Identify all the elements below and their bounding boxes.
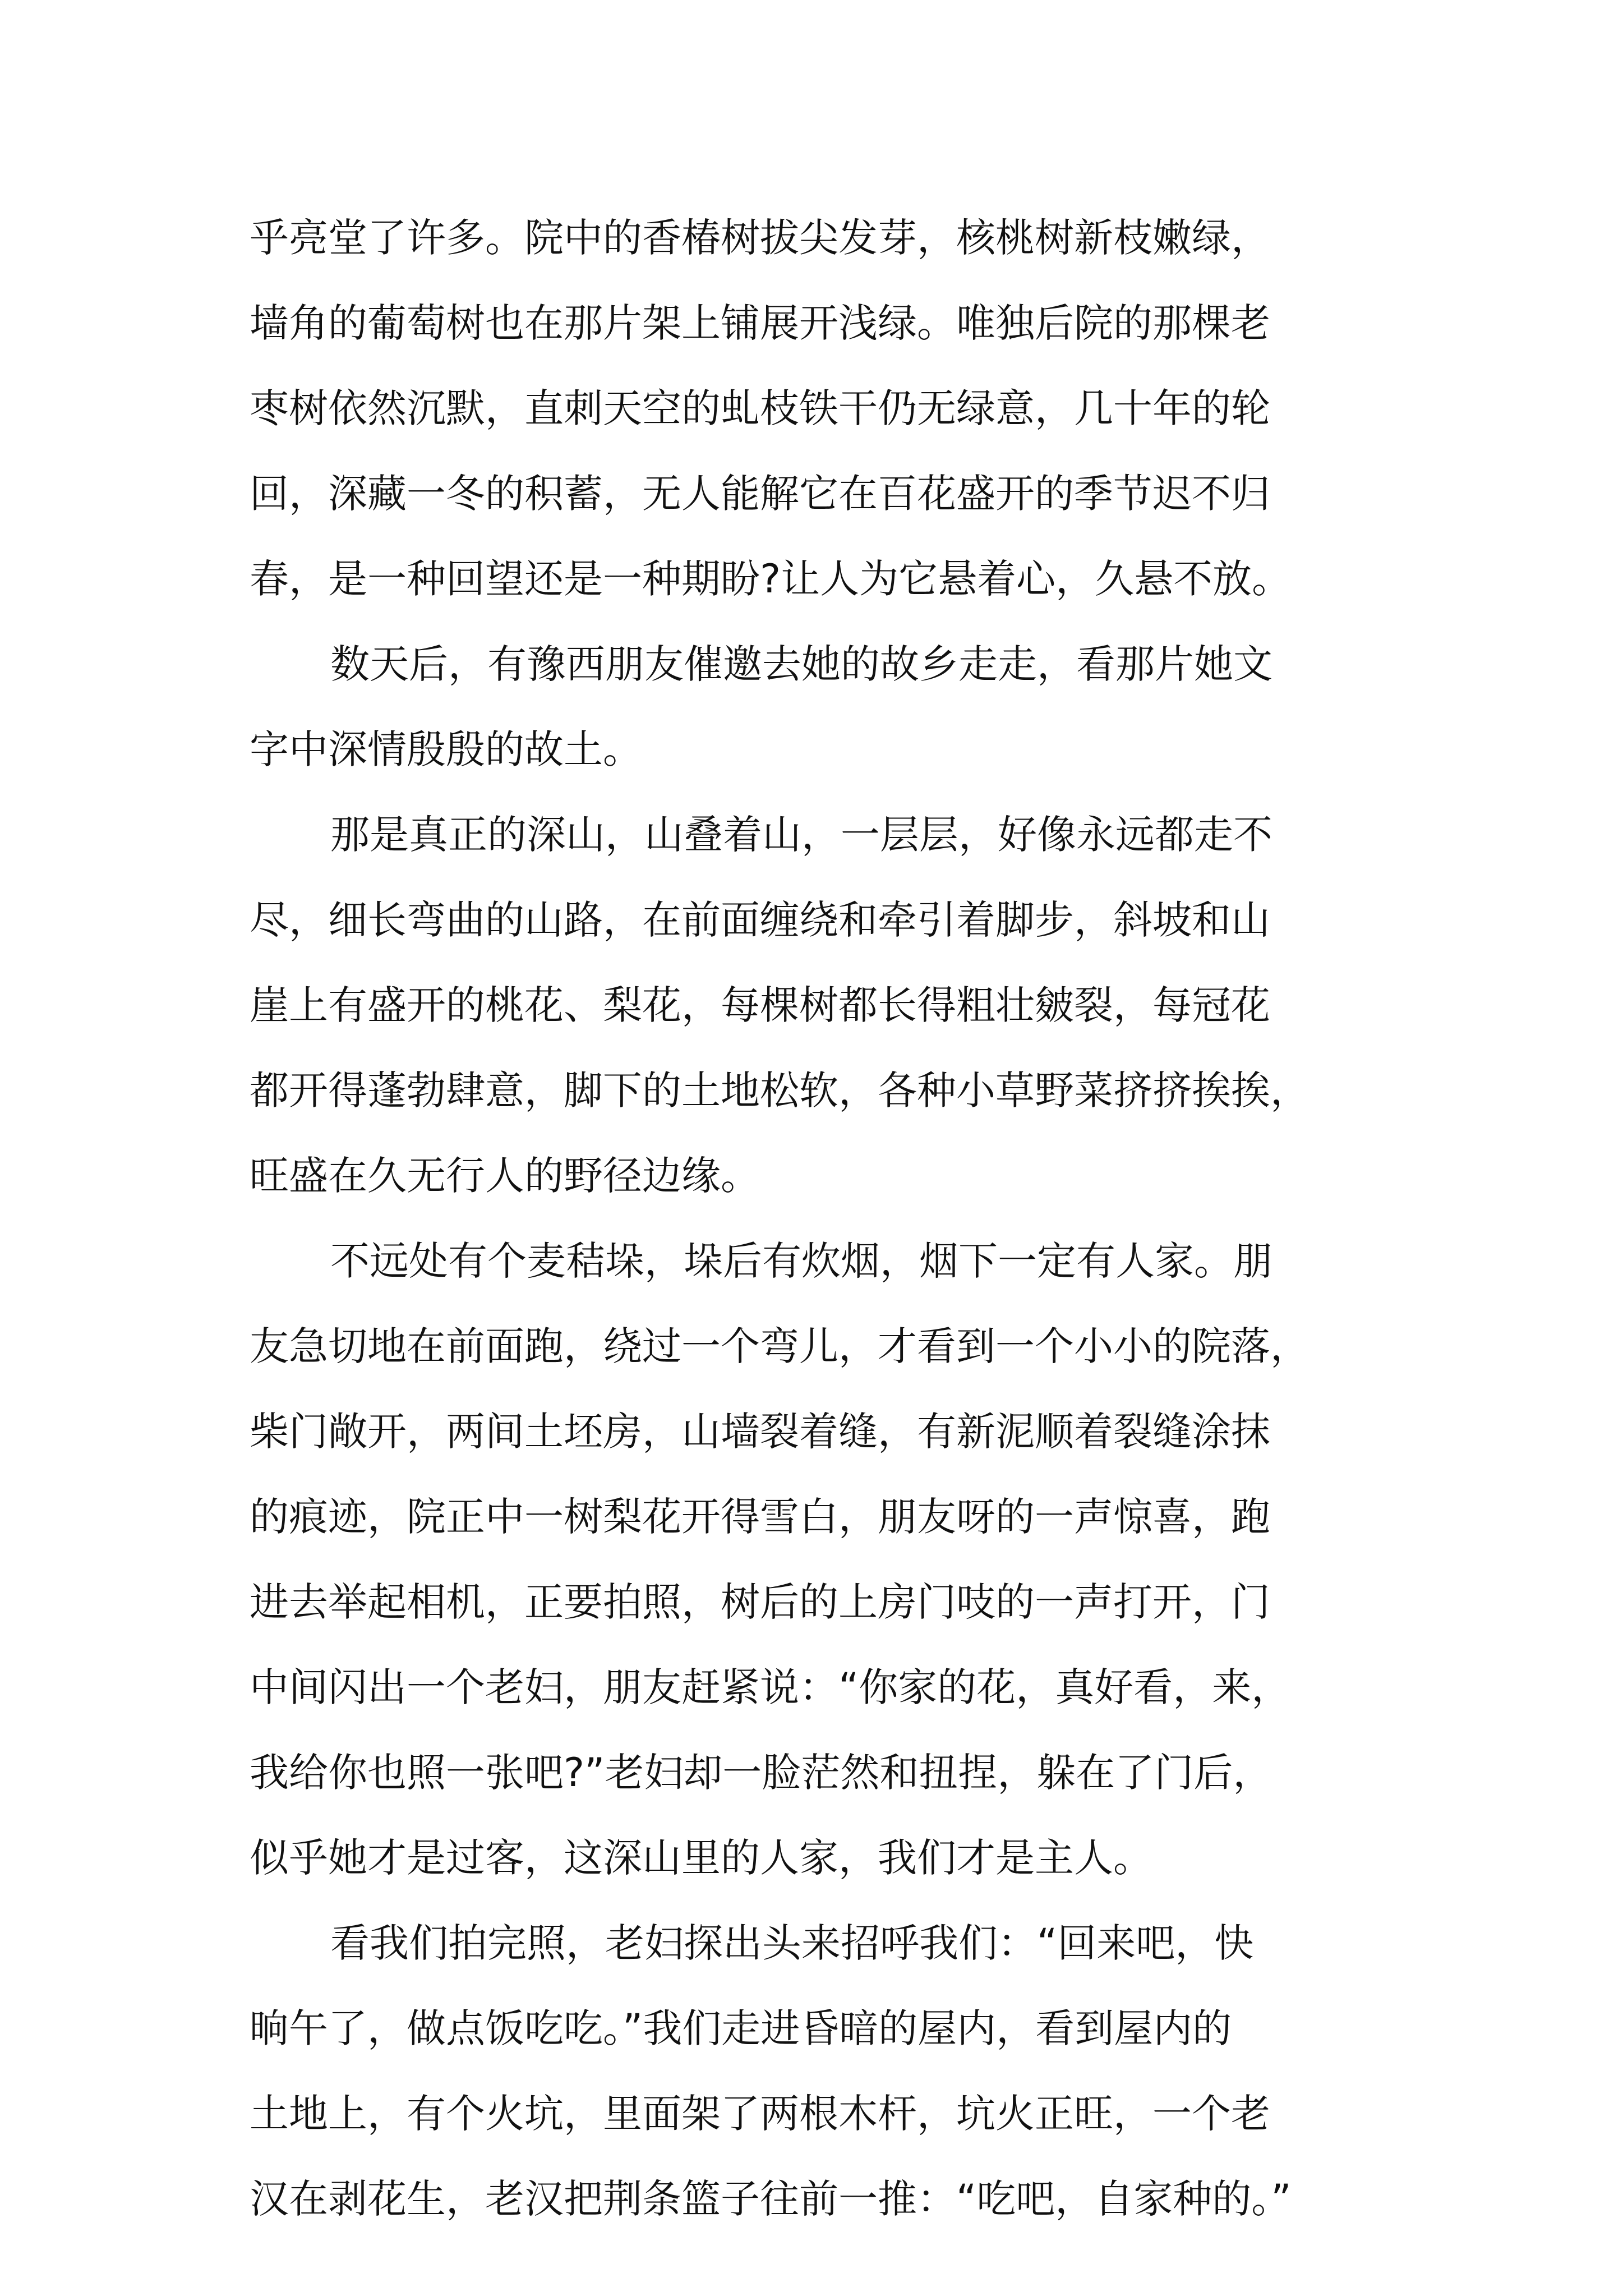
text-line: 汉在剥花生，老汉把荆条篮子往前一推：“吃吧，自家种的。” — [250, 2176, 1292, 2222]
paragraph-first-line: 那是真正的深山，山叠着山，一层层，好像永远都走不 — [330, 812, 1272, 858]
text-line: 字中深情殷殷的故土。 — [250, 726, 642, 772]
paragraph-first-line: 不远处有个麦秸垛，垛后有炊烟，烟下一定有人家。朋 — [330, 1238, 1272, 1284]
text-line: 似乎她才是过客，这深山里的人家，我们才是主人。 — [250, 1835, 1152, 1881]
text-line: 柴门敞开，两间土坯房，山墙裂着缝，有新泥顺着裂缝涂抹 — [250, 1409, 1270, 1455]
paragraph-first-line: 数天后，有豫西朋友催邀去她的故乡走走，看那片她文 — [330, 641, 1272, 687]
text-line: 崖上有盛开的桃花、梨花，每棵树都长得粗壮皴裂，每冠花 — [250, 982, 1270, 1028]
text-line: 晌午了，做点饭吃吃。”我们走进昏暗的屋内，看到屋内的 — [250, 2005, 1232, 2051]
text-line: 都开得蓬勃肆意，脚下的土地松软，各种小草野菜挤挤挨挨， — [250, 1068, 1310, 1114]
text-line: 乎亮堂了许多。院中的香椿树拔尖发芽，核桃树新枝嫩绿， — [250, 215, 1270, 261]
text-line: 我给你也照一张吧?”老妇却一脸茫然和扭捏，躲在了门后， — [250, 1750, 1272, 1796]
text-line: 尽，细长弯曲的山路，在前面缠绕和牵引着脚步，斜坡和山 — [250, 897, 1270, 943]
text-line: 枣树依然沉默，直刺天空的虬枝铁干仍无绿意，几十年的轮 — [250, 385, 1270, 431]
text-line: 土地上，有个火坑，里面架了两根木杆，坑火正旺，一个老 — [250, 2091, 1270, 2137]
text-line: 的痕迹，院正中一树梨花开得雪白，朋友呀的一声惊喜，跑 — [250, 1494, 1270, 1540]
text-line: 回，深藏一冬的积蓄，无人能解它在百花盛开的季节迟不归 — [250, 471, 1270, 517]
text-line: 墙角的葡萄树也在那片架上铺展开浅绿。唯独后院的那棵老 — [250, 300, 1270, 346]
paragraph-first-line: 看我们拍完照，老妇探出头来招呼我们：“回来吧，快 — [330, 1920, 1254, 1966]
text-line: 进去举起相机，正要拍照，树后的上房门吱的一声打开，门 — [250, 1579, 1270, 1625]
text-line: 春，是一种回望还是一种期盼?让人为它悬着心，久悬不放。 — [250, 556, 1292, 602]
text-line: 旺盛在久无行人的野径边缘。 — [250, 1153, 760, 1199]
text-line: 友急切地在前面跑，绕过一个弯儿，才看到一个小小的院落， — [250, 1323, 1310, 1369]
text-line: 中间闪出一个老妇，朋友赶紧说：“你家的花，真好看，来， — [250, 1664, 1291, 1710]
